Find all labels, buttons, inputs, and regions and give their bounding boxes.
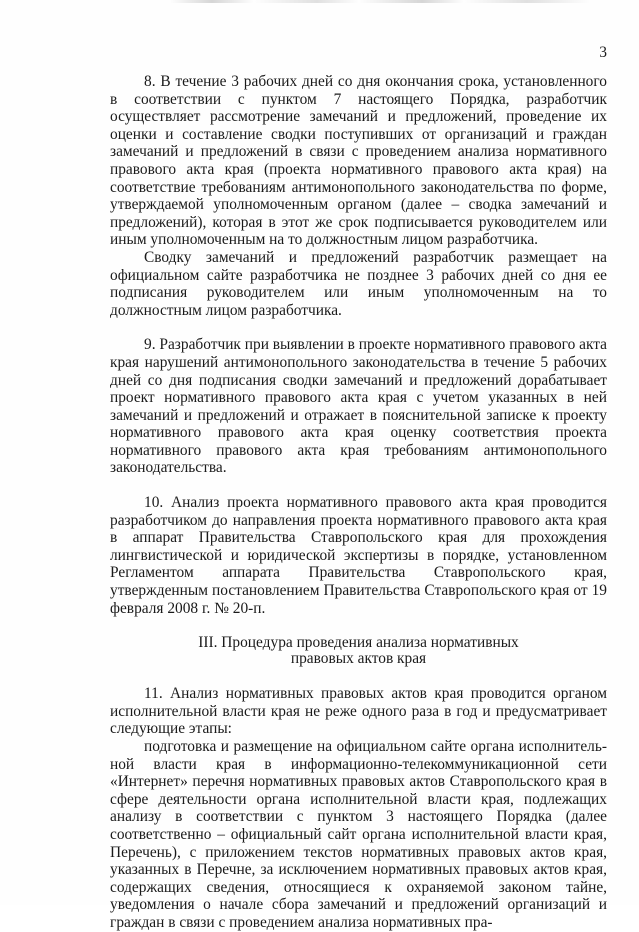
section-heading-line-2: правовых актов края bbox=[290, 650, 427, 668]
page-number: 3 bbox=[599, 44, 607, 61]
paragraph-gap bbox=[110, 667, 607, 685]
paragraph-8-continued: Сводку замечаний и предложений разработчик размещает на официальном сайте разработчика не позднее 3 рабочих дней со дня ее подписания руководителем или иным уполномоченным на то должностным лицом разработчика. bbox=[110, 248, 607, 319]
scan-edge-artifact bbox=[170, 0, 590, 3]
paragraph-9: 9. Разработчик при выявлении в проекте нормативного правового акта края нарушений антимонопольного законодательства в течение 5 рабочих дней со дня подписания сводки замечаний и предложений дорабатывает проект нормативного правового акта края с учетом указанных в ней замечаний и предложений и отражает в пояснительной записке к проекту нормативного правового акта края оценку соответствия проекта нормативного правового акта края требованиям антимонопольного законодательства. bbox=[110, 336, 607, 477]
paragraph-gap bbox=[110, 319, 607, 336]
paragraph-11-stage-1: подготовка и размещение на официальном сайте органа исполнительной власти края в информационно-телекоммуникационной сети «Интернет» перечня нормативных правовых актов Ставропольского края в сфере деятельности органа исполнительной власти края, подлежащих анализу в соответствии с пунктом 3 настоящего Порядка (далее соответственно – официальный сайт органа исполнительной власти края, Перечень), с приложением текстов нормативных правовых актов края, указанных в Перечне, за исключением нормативных правовых актов края, содержащих сведения, относящиеся к охраняемой законом тайне, уведомления о начале сбора замечаний и предложений организаций и граждан в связи с проведением анализа нормативных пра- bbox=[110, 738, 607, 931]
paragraph-10: 10. Анализ проекта нормативного правового акта края проводится разработчиком до направления проекта нормативного правового акта края в аппарат Правительства Ставропольского края для прохождения лингвистической и юридической экспертизы в порядке, установленном Регламентом аппарата Правительства Ставропольского края, утвержденным постановлением Правительства Ставропольского края от 19 февраля 2008 г. № 20-п. bbox=[110, 494, 607, 617]
paragraph-8: 8. В течение 3 рабочих дней со дня окончания срока, установленного в соответствии с пунктом 7 настоящего Порядка, разработчик осуществляет рассмотрение замечаний и предложений, проведение их оценки и составление сводки поступивших от организаций и граждан замечаний и предложений в связи с проведением анализа нормативного правового акта края (проекта нормативного правового акта края) на соответствие требованиям антимонопольного законодательства по форме, утверждаемой уполномоченным органом (далее – сводка замечаний и предложений), которая в этот же срок подписывается руководителем или иным уполномоченным на то должностным лицом разработчика. bbox=[110, 73, 607, 249]
paragraph-gap bbox=[110, 617, 607, 635]
section-heading-line-1: III. Процедура проведения анализа нормативных bbox=[198, 634, 519, 652]
section-heading bbox=[110, 635, 607, 667]
paragraph-11: 11. Анализ нормативных правовых актов края проводится органом исполнительной власти края не реже одного раза в год и предусматривает следующие этапы: bbox=[110, 685, 607, 738]
document-body bbox=[110, 73, 607, 932]
paragraph-gap bbox=[110, 477, 607, 494]
